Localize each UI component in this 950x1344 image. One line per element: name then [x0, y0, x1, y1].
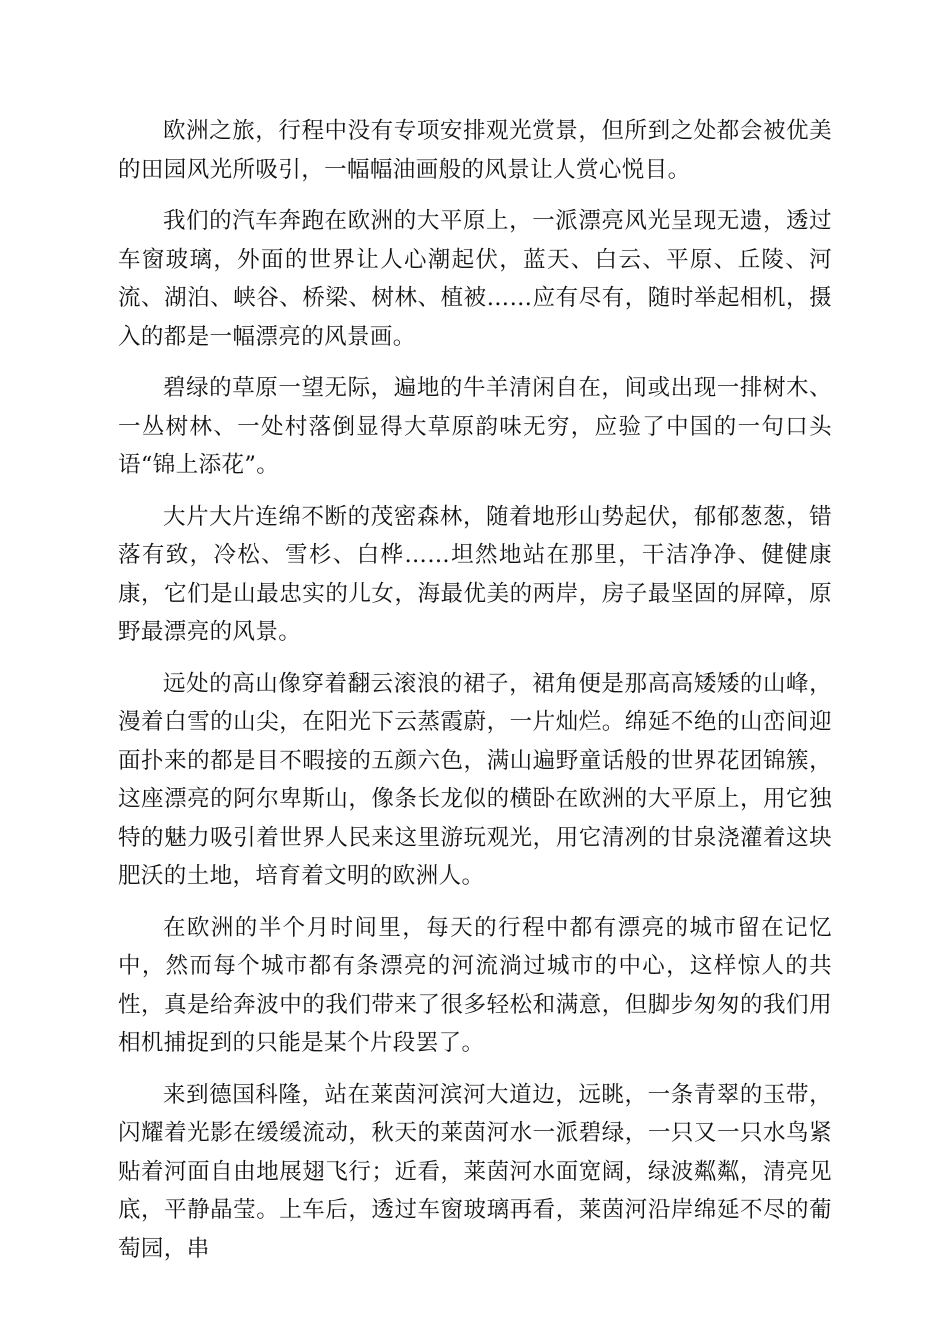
- paragraph-2: 我们的汽车奔跑在欧洲的大平原上，一派漂亮风光呈现无遗，透过车窗玻璃，外面的世界让人心潮起伏，蓝天、白云、平原、丘陵、河流、湖泊、峡谷、桥梁、树林、植被……应有尽有，随时举起相机，摄入的都是一幅漂亮的风景画。: [118, 208, 832, 350]
- paragraph-4: 大片大片连绵不断的茂密森林，随着地形山势起伏，郁郁葱葱，错落有致，冷松、雪杉、白桦……坦然地站在那里，干洁净净、健健康康，它们是山最忠实的儿女，海最优美的两岸，房子最坚固的屏障，原野最漂亮的风景。: [118, 503, 832, 645]
- paragraph-5: 远处的高山像穿着翻云滚浪的裙子，裙角便是那高高矮矮的山峰，漫着白雪的山尖，在阳光下云蒸霞蔚，一片灿烂。绵延不绝的山峦间迎面扑来的都是目不暇接的五颜六色，满山遍野童话般的世界花团锦簇，这座漂亮的阿尔卑斯山，像条长龙似的横卧在欧洲的大平原上，用它独特的魅力吸引着世界人民来这里游玩观光，用它清冽的甘泉浇灌着这块肥沃的土地，培育着文明的欧洲人。: [118, 670, 832, 889]
- paragraph-6: 在欧洲的半个月时间里，每天的行程中都有漂亮的城市留在记忆中，然而每个城市都有条漂亮的河流淌过城市的中心，这样惊人的共性，真是给奔波中的我们带来了很多轻松和满意，但脚步匆匆的我们用相机捕捉到的只能是某个片段罢了。: [118, 914, 832, 1056]
- paragraph-3: 碧绿的草原一望无际，遍地的牛羊清闲自在，间或出现一排树木、一丛树林、一处村落倒显得大草原韵味无穷，应验了中国的一句口头语“锦上添花”。: [118, 375, 832, 478]
- document-body: [118, 112, 832, 1281]
- paragraph-1: 欧洲之旅，行程中没有专项安排观光赏景，但所到之处都会被优美的田园风光所吸引，一幅幅油画般的风景让人赏心悦目。: [118, 118, 832, 183]
- paragraph-7: 来到德国科隆，站在莱茵河滨河大道边，远眺，一条青翠的玉带，闪耀着光影在缓缓流动，秋天的莱茵河水一派碧绿，一只又一只水鸟紧贴着河面自由地展翅飞行；近看，莱茵河水面宽阔，绿波粼粼，清亮见底，平静晶莹。上车后，透过车窗玻璃再看，莱茵河沿岸绵延不尽的葡萄园，串: [118, 1081, 832, 1262]
